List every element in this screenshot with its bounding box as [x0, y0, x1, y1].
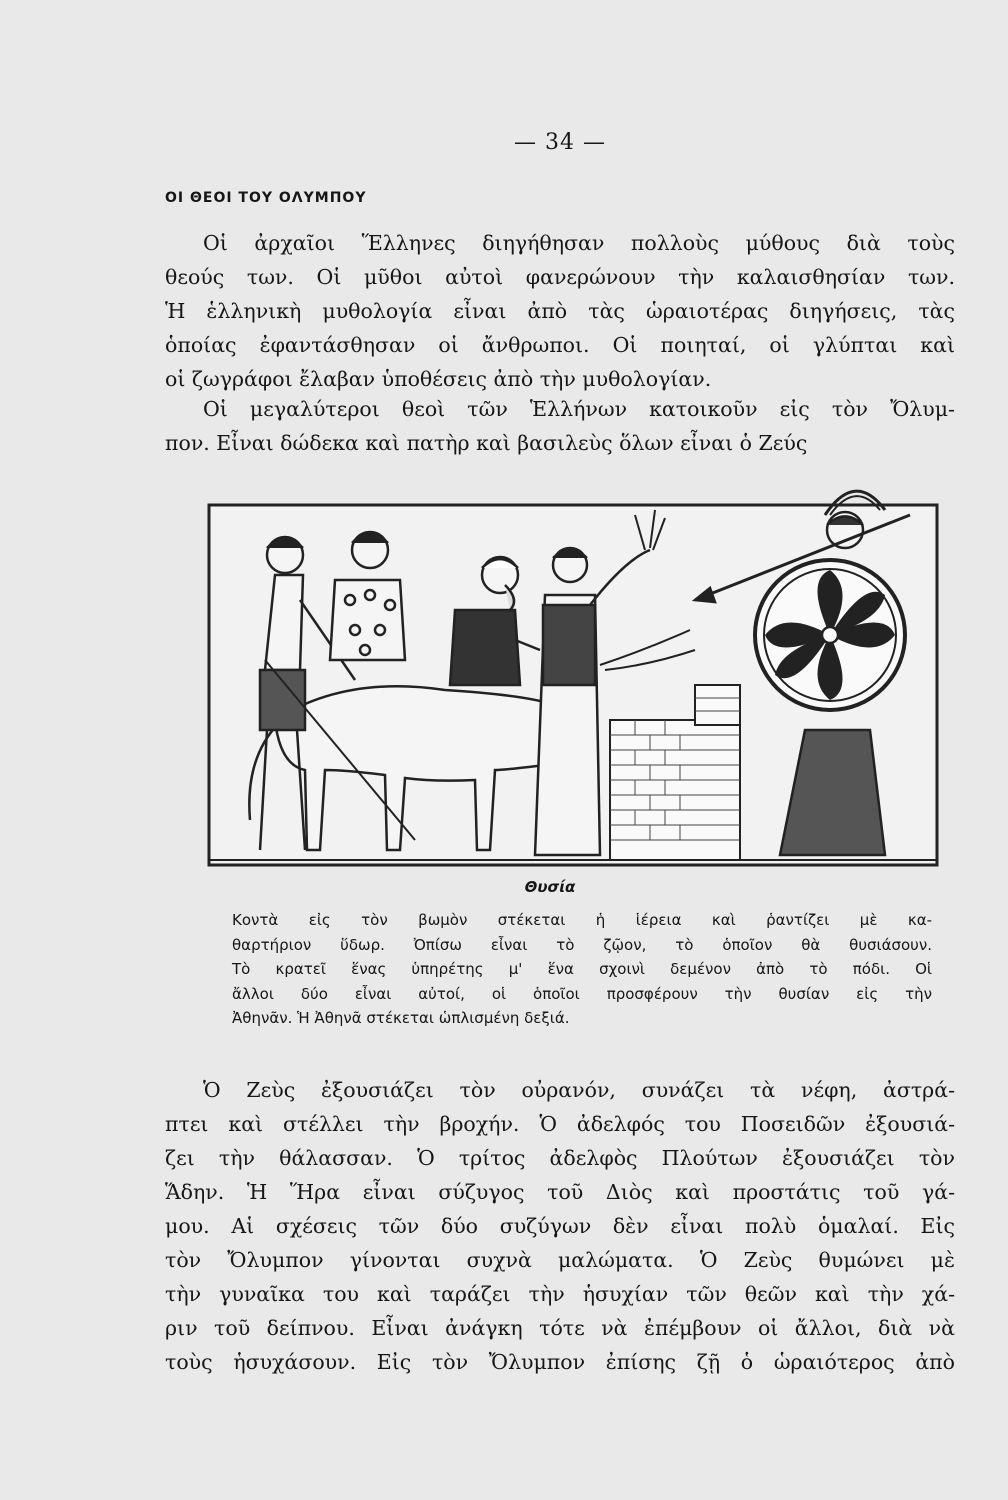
- text-line: ὁποίας ἐφαντάσθησαν οἱ ἄνθρωποι. Οἱ ποιηταί, οἱ γλύπται καὶ: [165, 333, 955, 357]
- text-line: μου. Αἱ σχέσεις τῶν δύο συζύγων δὲν εἶναι πολὺ ὁμαλαί. Εἰς: [165, 1214, 955, 1238]
- paragraph-olympus: [165, 392, 955, 460]
- text-line: τὴν γυναῖκα του καὶ ταράζει τὴν ἡσυχίαν τῶν θεῶν καὶ τὴν χά-: [165, 1282, 955, 1306]
- caption-line: θαρτήριον ὕδωρ. Ὀπίσω εἶναι τὸ ζῷον, τὸ ὁποῖον θὰ θυσιάσουν.: [232, 935, 932, 954]
- paragraph-gods: [165, 1073, 955, 1379]
- caption-line: Τὸ κρατεῖ ἕνας ὑπηρέτης μ' ἕνα σχοινὶ δεμένον ἀπὸ τὸ πόδι. Οἱ: [232, 960, 932, 978]
- caption-line: ἄλλοι δύο εἶναι αὐτοί, οἱ ὁποῖοι προσφέρουν τὴν θυσίαν εἰς τὴν: [232, 984, 932, 1003]
- figure-caption: [232, 908, 932, 1031]
- text-line: τὸν Ὄλυμπον γίνονται συχνὰ μαλώματα. Ὁ Ζεὺς θυμώνει μὲ: [165, 1248, 955, 1272]
- text-line: Οἱ ἀρχαῖοι Ἕλληνες διηγήθησαν πολλοὺς μύθους διὰ τοὺς: [203, 231, 955, 255]
- text-line: Οἱ μεγαλύτεροι θεοὶ τῶν Ἑλλήνων κατοικοῦν εἰς τὸν Ὄλυμ-: [203, 397, 955, 421]
- caption-line: Κοντὰ εἰς τὸν βωμὸν στέκεται ἡ ἱέρεια καὶ ῥαντίζει μὲ κα-: [232, 911, 932, 929]
- paragraph-intro: [165, 226, 955, 396]
- text-line: θεούς των. Οἱ μῦθοι αὐτοὶ φανερώνουν τὴν καλαισθησίαν των.: [165, 265, 955, 289]
- text-line: οἱ ζωγράφοι ἔλαβαν ὑποθέσεις ἀπὸ τὴν μυθολογίαν.: [165, 367, 712, 391]
- text-line: Ὁ Ζεὺς ἐξουσιάζει τὸν οὐρανόν, συνάζει τὰ νέφη, ἀστρά-: [203, 1078, 955, 1102]
- section-title: ΟΙ ΘΕΟΙ ΤΟΥ ΟΛΥΜΠΟΥ: [165, 190, 367, 206]
- text-line: ριν τοῦ δείπνου. Εἶναι ἀνάγκη τότε νὰ ἐπέμβουν οἱ ἄλλοι, διὰ νὰ: [165, 1316, 955, 1340]
- text-line: πον. Εἶναι δώδεκα καὶ πατὴρ καὶ βασιλεὺς ὅλων εἶναι ὁ Ζεύς: [165, 431, 808, 455]
- text-line: Ἅδην. Ἡ Ἥρα εἶναι σύζυγος τοῦ Διὸς καὶ προστάτις τοῦ γά-: [165, 1180, 955, 1204]
- vase-painting-drawing: [205, 470, 943, 870]
- text-line: τοὺς ἡσυχάσουν. Εἰς τὸν Ὄλυμπον ἐπίσης ζῇ ὁ ὡραιότερος ἀπὸ: [165, 1350, 955, 1374]
- text-line: Ἡ ἑλληνικὴ μυθολογία εἶναι ἀπὸ τὰς ὡραιοτέρας διηγήσεις, τὰς: [165, 299, 955, 323]
- sacrifice-illustration: [205, 470, 943, 870]
- caption-line: Ἀθηνᾶν. Ἡ Ἀθηνᾶ στέκεται ὡπλισμένη δεξιά.: [232, 1009, 570, 1027]
- page-number: — 34 —: [514, 130, 606, 155]
- text-line: πτει καὶ στέλλει τὴν βροχήν. Ὁ ἀδελφός του Ποσειδῶν ἐξουσιά-: [165, 1112, 955, 1136]
- figure-caption-title: Θυσία: [524, 878, 576, 896]
- text-line: ζει τὴν θάλασσαν. Ὁ τρίτος ἀδελφὸς Πλούτων ἐξουσιάζει τὸν: [165, 1146, 955, 1170]
